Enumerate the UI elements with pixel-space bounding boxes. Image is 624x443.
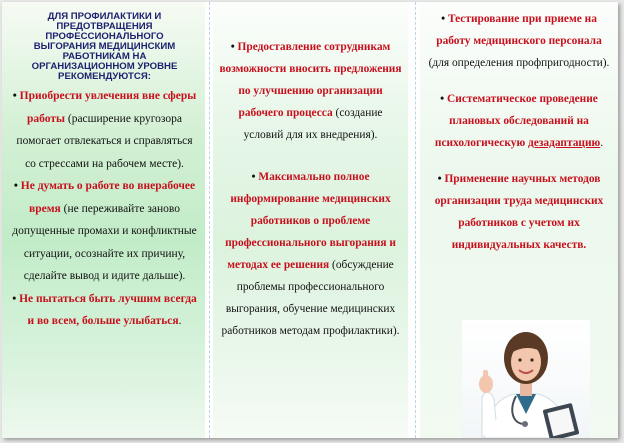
fold-divider	[209, 2, 210, 438]
list-item	[219, 36, 402, 146]
list-item	[428, 8, 610, 74]
column-heading: ДЛЯ ПРОФИЛАКТИКИ И ПРЕДОТВРАЩЕНИЯ ПРОФЕССИОНАЛЬНОГО ВЫГОРАНИЯ МЕДИЦИНСКИМ РАБОТНИКАМ НА ОРГАНИЗАЦИОННОМ УРОВНЕ РЕКОМЕНДУЮТСЯ:	[31, 11, 178, 82]
list-item	[428, 88, 610, 154]
bullet-icon: •	[251, 171, 256, 183]
list-item	[10, 85, 199, 175]
bullet-icon: •	[440, 93, 445, 105]
list-item	[10, 175, 199, 288]
item-text: (для определения профпригодности).	[428, 57, 610, 69]
list-item	[428, 168, 610, 256]
item-text: .	[178, 315, 182, 327]
item-text: (расширение кругозора помогает отвлекаться и справляться со стрессами на рабочем месте).	[16, 112, 193, 170]
item-text: (обсуждение проблемы профессионального выгорания, обучение медицинских работников методам профилактики).	[221, 259, 400, 337]
list-item	[10, 288, 199, 333]
item-emphasis: Систематическое проведение плановых обследований на психологическую	[434, 93, 598, 149]
list-item	[219, 166, 402, 342]
brochure-sheet	[2, 2, 618, 438]
bullet-icon: •	[12, 292, 17, 305]
item-underlined-term: дезадаптацию	[528, 137, 601, 149]
item-emphasis: Приобрести увлечения вне сферы работы	[19, 90, 197, 125]
item-text: (не переживайте заново допущенные промахи и конфликтные ситуации, осознайте их причину, сделайте вывод и идите дальше).	[12, 202, 197, 282]
item-text: (создание условий для их внедрения).	[243, 107, 383, 141]
item-text: .	[600, 137, 604, 149]
item-emphasis: Предоставление сотрудникам возможности вносить предложения по улучшению организации рабочего процесса	[219, 41, 402, 119]
bullet-icon: •	[437, 173, 442, 185]
column-recommendations	[2, 2, 205, 438]
item-emphasis: Не пытаться быть лучшим всегда и во всем, больше улыбаться	[19, 292, 197, 327]
item-emphasis: Максимально полное информирование медицинских работников о проблеме профессионального выгорания и методах ее решения	[225, 171, 396, 271]
bullet-icon: •	[13, 180, 18, 192]
fold-divider	[415, 2, 416, 438]
bullet-icon: •	[441, 13, 446, 25]
item-emphasis: Не думать о работе во внерабочее время	[20, 180, 196, 215]
doctor-photo	[462, 320, 590, 438]
column-organizational-measures	[213, 2, 408, 438]
bullet-icon: •	[230, 41, 235, 53]
item-emphasis: Тестирование при приеме на работу медицинского персонала	[436, 13, 602, 47]
bullet-icon: •	[12, 90, 17, 102]
item-emphasis: Применение научных методов организации труда медицинских работников с учетом их индивидуальных качеств.	[434, 173, 604, 251]
